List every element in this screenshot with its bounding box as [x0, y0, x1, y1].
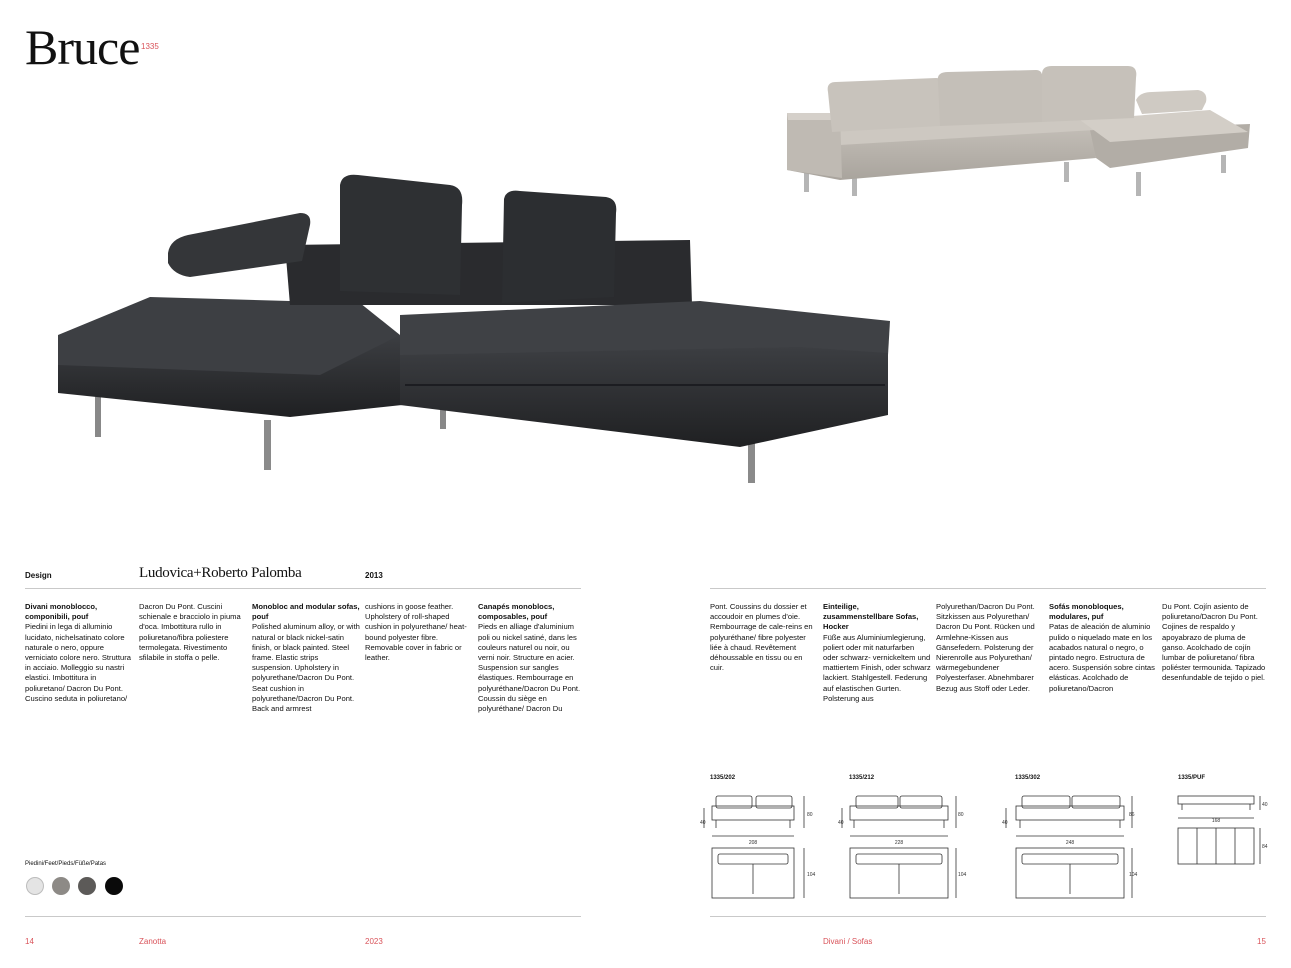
product-code: 1335	[141, 42, 159, 51]
drawing-puf	[1172, 788, 1272, 868]
footer-brand: Zanotta	[139, 937, 167, 946]
desc-heading: Canapés monoblocs, composables, pouf	[478, 602, 555, 622]
drawing-202	[700, 788, 820, 908]
divider	[710, 588, 1266, 589]
desc-es-1	[1049, 602, 1157, 694]
page-number-right: 15	[1257, 937, 1266, 946]
footer-section: Divani / Sofas	[823, 937, 873, 946]
desc-de-2	[936, 602, 1044, 694]
model-code: 1335/212	[849, 775, 875, 781]
footer-divider	[25, 916, 581, 917]
desc-de-1	[823, 602, 931, 704]
desc-heading: Divani monoblocco, componibili, pouf	[25, 602, 98, 622]
dim-height: 40	[1262, 802, 1268, 808]
dim-height: 86	[1129, 812, 1135, 818]
desc-body: Dacron Du Pont. Cuscini schienale e bracciolo in piuma d'oca. Imbottitura rullo in poliuretano/fibra poliestere termolegata. Rivestimento sfilabile in stoffa o pelle.	[139, 602, 241, 663]
dim-width: 228	[894, 840, 904, 846]
design-year: 2013	[365, 571, 383, 580]
desc-fr-2	[710, 602, 818, 673]
dim-depth: 84	[1262, 844, 1268, 850]
dim-depth: 104	[807, 872, 816, 878]
dim-height: 80	[807, 812, 813, 818]
swatch-natural-nickel	[52, 877, 70, 895]
design-label: Design	[25, 571, 52, 580]
dim-depth: 104	[1129, 872, 1138, 878]
swatch-polished	[26, 877, 44, 895]
dim-depth: 104	[958, 872, 967, 878]
dim-width: 248	[1065, 840, 1075, 846]
swatch-black-nickel	[78, 877, 96, 895]
feet-label: Piedini/Feet/Pieds/Füße/Patas	[25, 861, 107, 867]
desc-en-1	[252, 602, 360, 714]
desc-it-1	[25, 602, 133, 704]
desc-body: Polyurethan/Dacron Du Pont. Sitzkissen aus Polyurethan/ Dacron Du Pont. Rücken und Armlehne-Kissen aus Gänsefedern. Polsterung der Nierenrolle aus Polyurethan/ wärmegebundener Polyesterfaser. Abnehmbarer Bezug aus Stoff oder Leder.	[936, 602, 1035, 693]
dim-seat: 40	[1002, 820, 1008, 826]
swatch-black	[105, 877, 123, 895]
divider	[25, 588, 581, 589]
model-code: 1335/302	[1015, 775, 1041, 781]
desc-fr-1	[478, 602, 586, 714]
dim-width: 168	[1211, 818, 1221, 824]
desc-heading: Monobloc and modular sofas, pouf	[252, 602, 360, 622]
drawing-212	[838, 788, 968, 908]
dark-sofa-image	[40, 165, 900, 495]
desc-body: Patas de aleación de aluminio pulido o niquelado mate en los acabados natural o negro, o pintado negro. Estructura de acero. Suspensión sobre cintas elásticas. Acolchado de poliuretano/Dacron	[1049, 622, 1155, 693]
desc-body: Polished aluminum alloy, or with natural or black nickel-satin finish, or black painted. Steel frame. Elastic strips suspension. Upholstery in polyurethane/Dacron Du Pont. Seat cushion in polyurethane/Dacron Du Pont. Back and armrest	[252, 622, 360, 714]
page-number-left: 14	[25, 937, 34, 946]
footer-divider	[710, 916, 1266, 917]
product-title: Bruce	[25, 19, 140, 75]
desc-heading: Einteilige, zusammenstellbare Sofas, Hocker	[823, 602, 919, 632]
dim-width: 208	[748, 840, 758, 846]
desc-heading: Sofás monobloques, modulares, puf	[1049, 602, 1124, 622]
desc-body: Pieds en alliage d'aluminium poli ou nickel satiné, dans les couleurs naturel ou noir, ou verni noir. Structure en acier. Suspension sur sangles élastiques. Rembourrage en polyuréthane/Dacron Du Pont. Coussin du siège en polyuréthane/ Dacron Du	[478, 622, 581, 714]
footer-year: 2023	[365, 937, 383, 946]
desc-it-2	[139, 602, 247, 663]
desc-body: Pont. Coussins du dossier et accoudoir en plumes d'oie. Rembourrage de cale-reins en polyuréthane/ fibre polyester liée à chaud. Revêtement déhoussable en tissu ou en cuir.	[710, 602, 813, 673]
model-code: 1335/202	[710, 775, 736, 781]
desc-body: Füße aus Aluminiumlegierung, poliert oder mit naturfarben oder schwarz- vernickeltem und mattiertem Finish, oder schwarz lackiert. Stahlgestell. Federung auf elastischen Gurten. Polsterung aus	[823, 632, 931, 703]
model-code: 1335/PUF	[1178, 775, 1206, 781]
desc-es-2	[1162, 602, 1270, 684]
desc-body: Du Pont. Cojín asiento de poliuretano/Dacron Du Pont. Cojines de respaldo y apoyabrazo de pluma de ganso. Acolchado de cojín lumbar de poliuretano/ fibra poliéster termounida. Tapizado desenfundable de tejido o piel.	[1162, 602, 1266, 683]
desc-body: cushions in goose feather. Upholstery of roll-shaped cushion in polyurethane/ heat-bound polyester fibre. Removable cover in fabric or leather.	[365, 602, 467, 663]
drawing-302	[1002, 788, 1142, 908]
dim-height: 80	[958, 812, 964, 818]
dim-seat: 40	[700, 820, 706, 826]
desc-en-2	[365, 602, 473, 663]
desc-body: Piedini in lega di alluminio lucidato, nichelsatinato colore naturale o nero, oppure verniciato colore nero. Struttura in acciaio. Molleggio su nastri elastici. Imbottitura in poliuretano/ Dacron Du Pont. Cuscino seduta in poliuretano/	[25, 622, 131, 703]
dim-seat: 40	[838, 820, 844, 826]
designer-name: Ludovica+Roberto Palomba	[139, 565, 302, 581]
